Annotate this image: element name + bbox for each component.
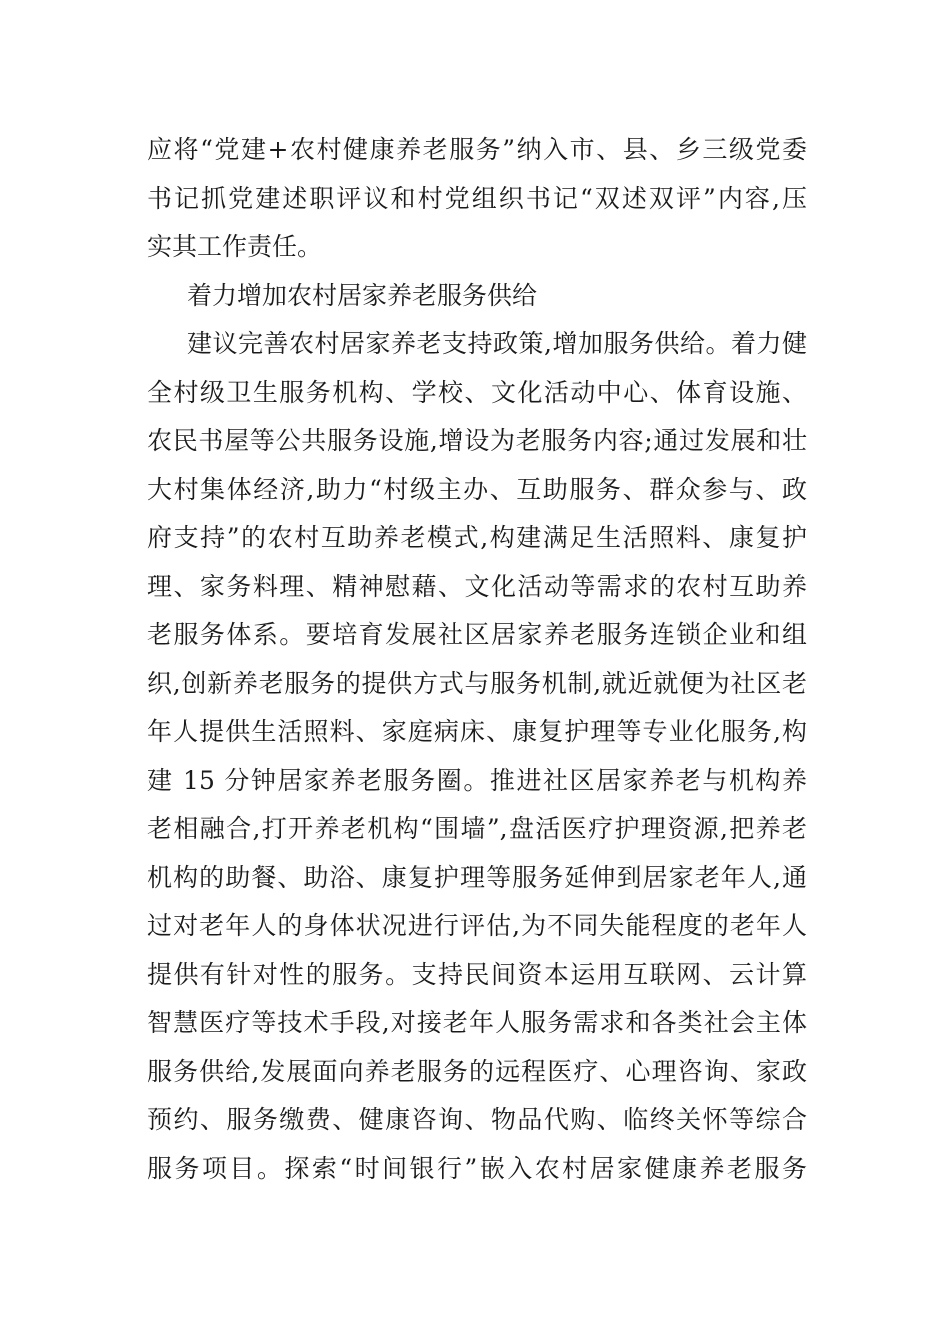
text-line: 服务供给,发展面向养老服务的远程医疗、心理咨询、家政	[147, 1056, 807, 1086]
text-line: 建议完善农村居家养老支持政策,增加服务供给。着力健	[187, 329, 807, 358]
text-line: 智慧医疗等技术手段,对接老年人服务需求和各类社会主体	[147, 1008, 807, 1037]
text-line: 提供有针对性的服务。支持民间资本运用互联网、云计算	[147, 959, 807, 989]
text-line: 机构的助餐、助浴、康复护理等服务延伸到居家老年人,通	[147, 862, 807, 892]
text-line: 理、家务料理、精神慰藉、文化活动等需求的农村互助养	[147, 571, 807, 601]
paragraph-party-building-responsibility	[147, 126, 807, 272]
text-line: 老相融合,打开养老机构“围墙”,盘活医疗护理资源,把养老	[147, 814, 807, 843]
text-line: 过对老年人的身体状况进行评估,为不同失能程度的老年人	[147, 911, 807, 940]
text-line: 大村集体经济,助力“村级主办、互助服务、群众参与、政	[147, 474, 807, 504]
text-line: 织,创新养老服务的提供方式与服务机制,就近就便为社区老	[147, 668, 807, 698]
text-line: 老服务体系。要培育发展社区居家养老服务连锁企业和组	[147, 620, 807, 649]
text-line: 年人提供生活照料、家庭病床、康复护理等专业化服务,构	[147, 717, 807, 746]
text-line: 实其工作责任。	[147, 232, 323, 261]
text-line: 预约、服务缴费、健康咨询、物品代购、临终关怀等综合	[147, 1105, 807, 1134]
text-line: 建 15 分钟居家养老服务圈。推进社区居家养老与机构养	[147, 765, 807, 795]
text-line: 农民书屋等公共服务设施,增设为老服务内容;通过发展和壮	[147, 426, 807, 455]
text-line: 全村级卫生服务机构、学校、文化活动中心、体育设施、	[147, 377, 807, 407]
text-line: 府支持”的农村互助养老模式,构建满足生活照料、康复护	[147, 523, 807, 552]
document-body	[147, 126, 807, 1193]
text-line: 应将“党建+农村健康养老服务”纳入市、县、乡三级党委	[147, 135, 807, 164]
section-heading-text: 着力增加农村居家养老服务供给	[187, 280, 538, 310]
paragraph-home-elderly-care-supply	[147, 320, 807, 1193]
text-line: 服务项目。探索“时间银行”嵌入农村居家健康养老服务	[147, 1153, 807, 1183]
text-line: 书记抓党建述职评议和村党组织书记“双述双评”内容,压	[147, 183, 807, 213]
section-heading	[147, 272, 807, 321]
